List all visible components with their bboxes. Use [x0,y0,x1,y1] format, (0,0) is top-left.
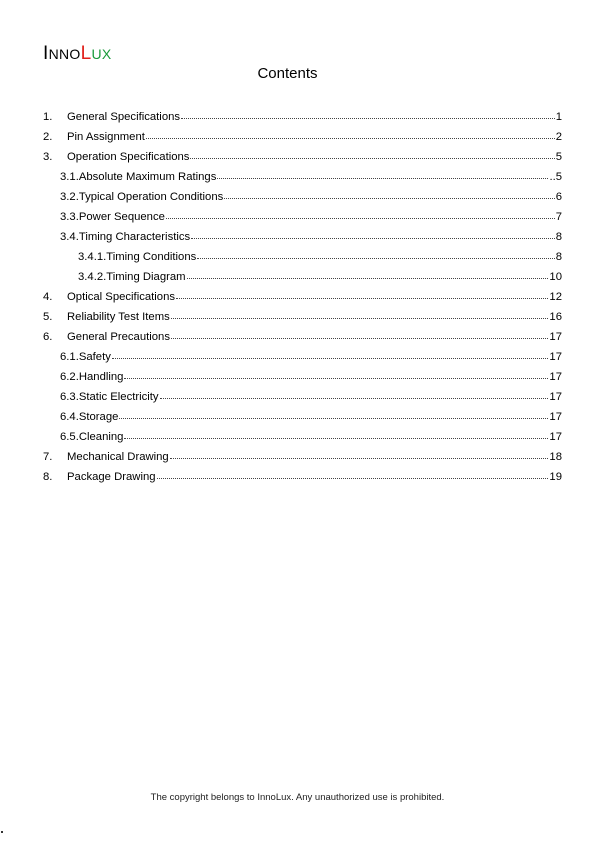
toc-dot-leader [224,189,554,199]
toc-entry-label: Storage [78,411,119,423]
toc-entry-number: 6.3. [60,391,79,403]
toc-entry[interactable] [43,207,562,227]
toc-dot-leader [217,169,548,179]
toc-dot-leader [191,229,555,239]
toc-entry-page: 17 [549,411,562,423]
toc-entry-label: Absolute Maximum Ratings [78,171,217,183]
toc-entry-number: 6.1. [60,351,79,363]
toc-dot-leader [170,449,549,459]
table-of-contents [43,107,562,487]
toc-entry-page: 17 [549,351,562,363]
toc-dot-leader [176,289,548,299]
toc-entry-label: Optical Specifications [67,291,175,303]
toc-dot-leader [124,429,548,439]
toc-entry-page: 17 [549,391,562,403]
toc-entry-label: Cleaning [78,431,124,443]
toc-entry-label: General Precautions [67,331,170,343]
toc-entry-label: Timing Characteristics [78,231,191,243]
toc-entry-page: 19 [549,471,562,483]
toc-entry-number: 3.2. [60,191,79,203]
toc-entry-number: 7. [43,451,53,463]
toc-entry-page: 17 [549,431,562,443]
toc-dot-leader [187,269,549,279]
toc-entry-page: 16 [549,311,562,323]
toc-entry-number: 3.1. [60,171,79,183]
toc-entry-page: 17 [549,371,562,383]
toc-dot-leader [181,109,555,119]
toc-entry[interactable] [43,267,562,287]
toc-entry-page: 10 [549,271,562,283]
toc-entry-label: Static Electricity [78,391,159,403]
toc-entry-page: 18 [549,451,562,463]
toc-dot-leader [119,409,548,419]
toc-entry-page: 8 [555,231,562,243]
toc-entry-label: Power Sequence [78,211,165,223]
toc-entry-number: 2. [43,131,53,143]
innolux-logo [43,43,112,65]
toc-entry[interactable] [43,387,562,407]
toc-entry-page: 1 [555,111,562,123]
toc-entry[interactable] [43,247,562,267]
toc-entry-number: 3. [43,151,53,163]
toc-entry-number: 6.5. [60,431,79,443]
toc-entry-label: Typical Operation Conditions [78,191,224,203]
toc-entry-number: 6.4. [60,411,79,423]
toc-entry[interactable] [43,347,562,367]
toc-entry-number: 6. [43,331,53,343]
toc-entry-label: Safety [78,351,111,363]
toc-entry-label: General Specifications [67,111,181,123]
toc-entry-page: 17 [549,331,562,343]
toc-entry-number: 3.3. [60,211,79,223]
toc-dot-leader [112,349,549,359]
toc-entry-label: Operation Specifications [67,151,190,163]
toc-entry[interactable] [43,127,562,147]
corner-mark [1,831,3,833]
toc-entry[interactable] [43,147,562,167]
logo-part: NNO [48,46,81,62]
toc-entry-label: Reliability Test Items [67,311,170,323]
toc-dot-leader [160,389,549,399]
toc-entry[interactable] [43,287,562,307]
toc-entry[interactable] [43,187,562,207]
toc-entry-label: Package Drawing [67,471,156,483]
page-title: Contents [257,65,318,82]
toc-entry-page: 8 [555,251,562,263]
toc-entry-label: Timing Diagram [106,271,186,283]
toc-entry[interactable] [43,307,562,327]
toc-entry-page: 7 [555,211,562,223]
toc-entry[interactable] [43,327,562,347]
logo-part: L [80,43,92,64]
toc-dot-leader [166,209,555,219]
toc-dot-leader [124,369,548,379]
toc-entry[interactable] [43,107,562,127]
toc-entry[interactable] [43,407,562,427]
toc-entry-page: ..5 [549,171,562,183]
toc-entry-label: Timing Conditions [106,251,197,263]
toc-entry-label: Handling [78,371,124,383]
toc-entry-page: 2 [555,131,562,143]
copyright-footer: The copyright belongs to InnoLux. Any unauthorized use is prohibited. [150,792,445,803]
toc-entry[interactable] [43,447,562,467]
toc-entry-label: Pin Assignment [67,131,145,143]
toc-entry[interactable] [43,167,562,187]
toc-dot-leader [171,309,549,319]
toc-entry-number: 3.4. [60,231,79,243]
toc-entry[interactable] [43,467,562,487]
logo-part: I [43,43,49,64]
toc-entry-label: Mechanical Drawing [67,451,169,463]
toc-entry-number: 3.4.2. [78,271,107,283]
logo-part: UX [91,46,112,62]
toc-entry-number: 6.2. [60,371,79,383]
toc-dot-leader [146,129,555,139]
toc-entry-number: 4. [43,291,53,303]
toc-entry-number: 1. [43,111,53,123]
toc-entry-page: 12 [549,291,562,303]
toc-dot-leader [197,249,554,259]
toc-entry-number: 3.4.1. [78,251,107,263]
toc-entry-number: 8. [43,471,53,483]
toc-entry-page: 6 [555,191,562,203]
toc-entry-number: 5. [43,311,53,323]
toc-dot-leader [171,329,548,339]
toc-entry[interactable] [43,427,562,447]
toc-entry[interactable] [43,367,562,387]
toc-entry-page: 5 [555,151,562,163]
toc-entry[interactable] [43,227,562,247]
toc-dot-leader [157,469,549,479]
toc-dot-leader [190,149,554,159]
